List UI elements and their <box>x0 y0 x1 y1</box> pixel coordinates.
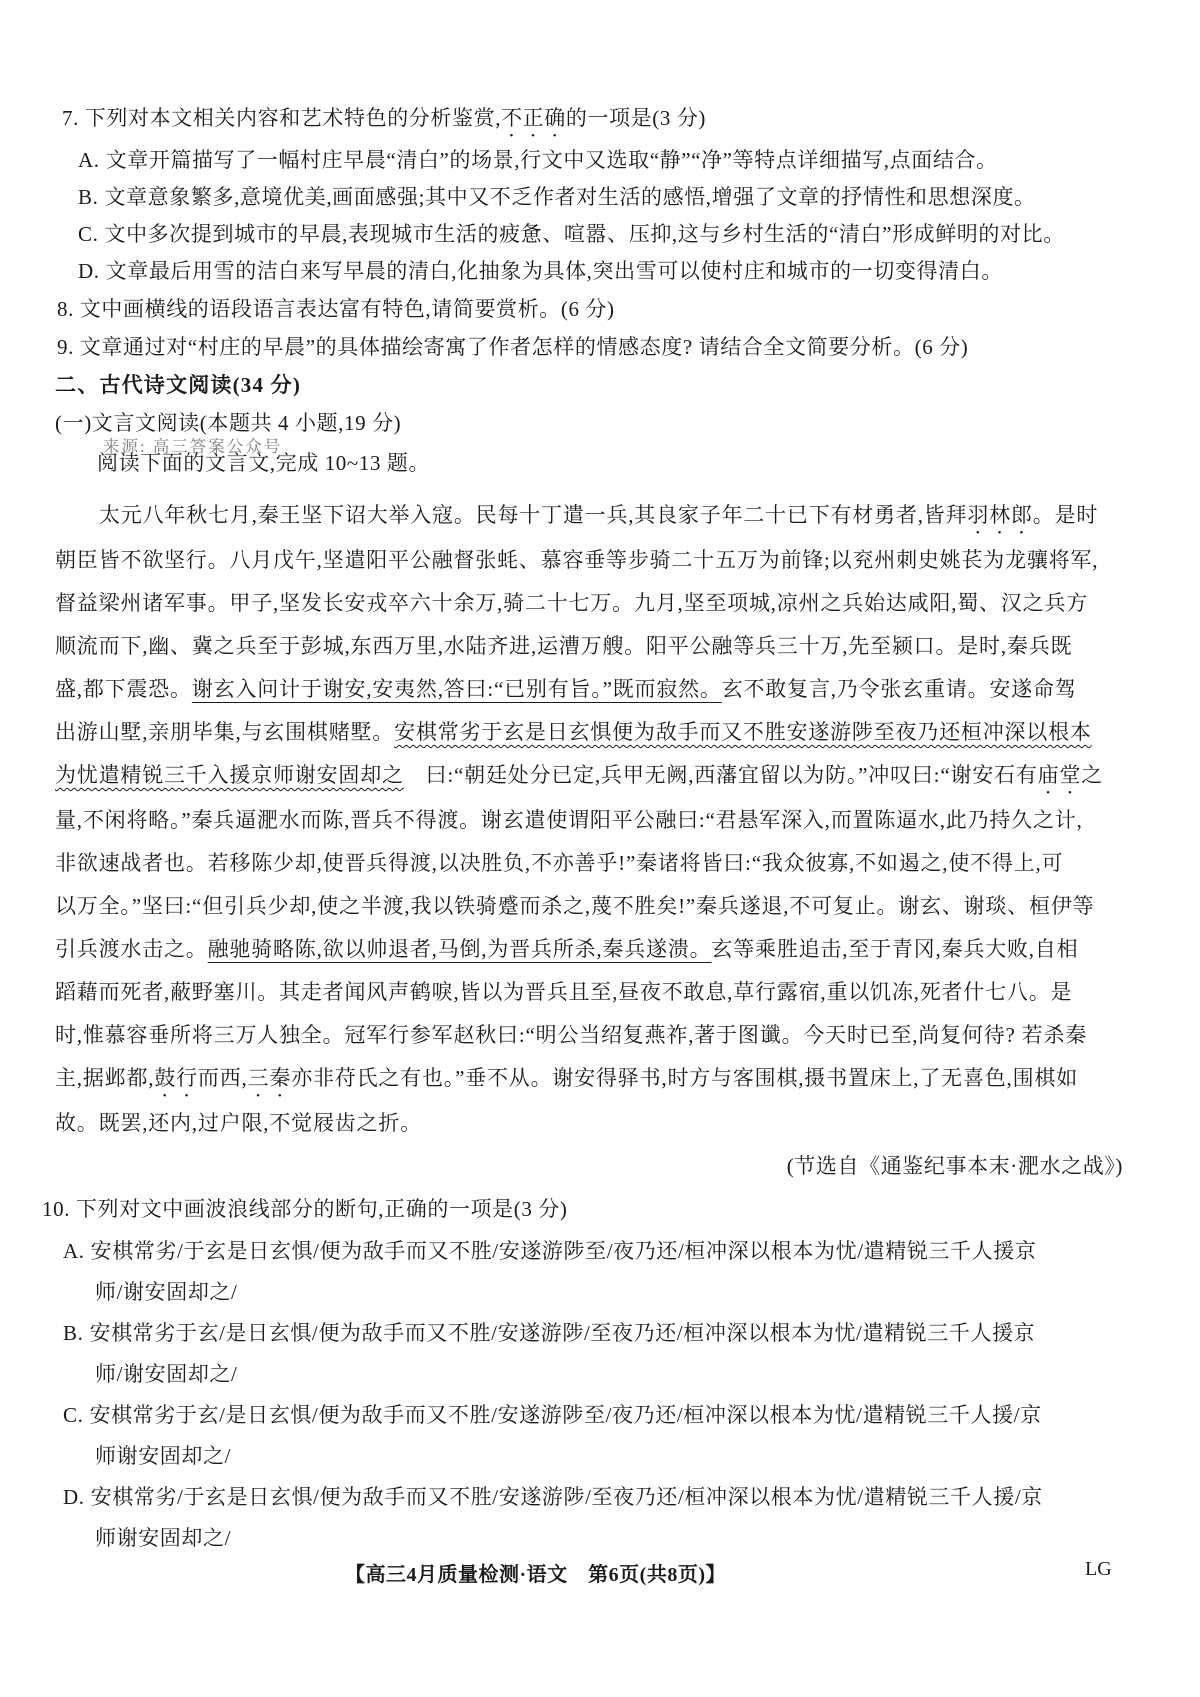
text-segment: 玄等乘胜追击,至于青冈,秦兵大败,自相 <box>711 937 1079 961</box>
option-text: 安棋常劣于玄/是日玄惧/便为敌手而又不胜/安遂游陟/至夜乃还/桓冲深以根本为忧/遣精锐三千人援京 <box>89 1321 1036 1345</box>
option-label: B. <box>63 1321 84 1345</box>
passage-line-3 <box>55 582 1148 625</box>
question-7-stem <box>62 100 1148 142</box>
option-text: 文章开篇描写了一幅村庄早晨“清白”的场景,行文中又选取“静”“净”等特点详细描写,点面结合。 <box>105 148 998 172</box>
text-segment: 督益梁州诸军事。甲子,坚发长安戎卒六十余万,骑二十七万。九月,坚至项城,凉州之兵始达咸阳,蜀、汉之兵方 <box>55 591 1089 615</box>
footer-exam-title-and-page: 【高三4月质量检测·语文 第6页(共8页)】 <box>345 1564 726 1586</box>
text-segment: 而西, <box>197 1066 248 1090</box>
passage-line-14 <box>55 1057 1148 1102</box>
passage-line-1 <box>55 494 1148 539</box>
question-10-stem: 10. 下列对文中画波浪线部分的断句,正确的一项是(3 分) <box>42 1197 568 1221</box>
dot-emphasized-segment: 羽林郎 <box>967 503 1033 527</box>
passage-line-13 <box>55 1014 1148 1057</box>
passage-attribution: (节选自《通鉴纪事本末·淝水之战》) <box>786 1154 1123 1178</box>
text-segment: 之 <box>1081 763 1104 787</box>
passage-line-4 <box>55 625 1148 668</box>
q10-option-C-line1 <box>63 1395 1148 1436</box>
option-label: D. <box>63 1485 85 1509</box>
question-10-options <box>55 1231 1148 1559</box>
section-two-heading: 二、古代诗文阅读(34 分) <box>55 373 302 397</box>
question-8-stem: 8. 文中画横线的语段语言表达富有特色,请简要赏析。(6 分) <box>57 297 615 321</box>
q7-stem-text-pre: 7. 下列对本文相关内容和艺术特色的分析鉴赏, <box>62 106 502 130</box>
wavy-underlined-segment: 为忧遣精锐三千入援京师谢安固却之 <box>55 763 404 787</box>
text-segment: 引兵渡水击之。 <box>55 937 208 961</box>
text-segment: 出游山墅,亲朋毕集,与玄围棋赌墅。 <box>55 720 395 744</box>
passage-line-7 <box>55 754 1148 799</box>
q7-option-C <box>78 216 1148 253</box>
text-segment: 故。既罢,还内,过户限,不觉屐齿之折。 <box>55 1111 422 1135</box>
text-segment: 。是时 <box>1032 503 1099 527</box>
passage-line-2 <box>55 539 1148 582</box>
classical-chinese-passage <box>55 494 1148 1145</box>
text-segment: 朝臣皆不欲坚行。八月戊午,坚遣阳平公融督张蚝、慕容垂等步骑二十五万为前锋;以兖州刺史姚苌为龙骧将军, <box>55 548 1099 572</box>
option-label: C. <box>78 222 99 246</box>
text-segment: 太元八年秋七月,秦王坚下诏大举入寇。民每十丁遣一兵,其良家子年二十已下有材勇者,皆拜 <box>99 503 968 527</box>
question-9-stem: 9. 文章通过对“村庄的早晨”的具体描绘寄寓了作者怎样的情感态度? 请结合全文简要分析。(6 分) <box>57 335 969 359</box>
source-watermark: 来源: 高三答案公众号 <box>103 437 283 456</box>
text-segment: 时,惟慕容垂所将三万人独全。冠军行参军赵秋曰:“明公当绍复燕祚,著于图谶。今天时已至,尚复何待? 若杀秦 <box>55 1023 1088 1047</box>
text-segment: 量,不闲将略。”秦兵逼淝水而陈,晋兵不得渡。谢玄遣使谓阳平公融曰:“君悬军深入,而置陈逼水,此乃持久之计, <box>55 808 1083 832</box>
subsection-one-heading <box>55 404 1148 456</box>
text-segment: 主,据邺都, <box>55 1066 155 1090</box>
wavy-underlined-segment: 安棋常劣于玄是日玄惧便为敌手而又不胜安遂游陟至夜乃还桓冲深以根本 <box>394 720 1092 744</box>
option-label: C. <box>63 1403 84 1427</box>
passage-line-9 <box>55 842 1148 885</box>
passage-line-15 <box>55 1102 1148 1145</box>
q7-option-D <box>78 253 1148 290</box>
dot-emphasized-segment: 鼓行 <box>154 1066 198 1090</box>
option-label: A. <box>63 1239 85 1263</box>
q10-option-B-line1 <box>63 1313 1148 1354</box>
option-text: 安棋常劣/于玄是日玄惧/便为敌手而又不胜/安遂游陟/至夜乃还/桓冲深以根本为忧/遣精锐三千人援/京 <box>90 1485 1043 1509</box>
q7-stem-emphasized-word: 不正确 <box>501 106 566 130</box>
q10-option-A-line1 <box>63 1231 1148 1272</box>
passage-line-5 <box>55 668 1148 711</box>
option-label: B. <box>78 185 99 209</box>
q10-option-D-line2: 师谢安固却之/ <box>95 1526 232 1550</box>
text-segment: 曰:“朝廷处分已定,兵甲无阙,西藩宜留以为防。”冲叹曰:“谢安石有 <box>403 763 1038 787</box>
text-segment: 以万全。”坚曰:“但引兵少却,使之半渡,我以铁骑蹙而杀之,蔑不胜矣!”秦兵遂退,不可复止。谢玄、谢琰、桓伊等 <box>55 894 1095 918</box>
q10-option-C-line2: 师谢安固却之/ <box>95 1444 232 1468</box>
subsection-one-title: (一)文言文阅读(本题共 4 小题,19 分) <box>55 411 402 435</box>
q7-option-B <box>78 179 1148 216</box>
text-segment: 玄不敢复言,乃令张玄重请。安遂命驾 <box>721 677 1077 701</box>
option-text: 文章最后用雪的洁白来写早晨的清白,化抽象为具体,突出雪可以使村庄和城市的一切变得清白。 <box>105 259 1003 283</box>
passage-line-11 <box>55 928 1148 971</box>
dot-emphasized-segment: 三秦 <box>247 1066 292 1090</box>
exam-page-content <box>42 100 1148 1559</box>
passage-instruction: 阅读下面的文言文,完成 10~13 题。 <box>97 451 431 475</box>
page-footer <box>0 1558 1200 1588</box>
option-label: D. <box>78 259 100 283</box>
option-text: 安棋常劣于玄/是日玄惧/便为敌手而又不胜/安遂游陟至/夜乃还/桓冲深以根本为忧/遣精锐三千人援/京 <box>89 1403 1042 1427</box>
underlined-segment: 谢玄入问计于谢安,安夷然,答曰:“已别有旨。”既而寂然。 <box>191 677 722 701</box>
passage-line-10 <box>55 885 1148 928</box>
q10-option-D-line1 <box>63 1477 1148 1518</box>
text-segment: 非欲速战者也。若移陈少却,使晋兵得渡,以决胜负,不亦善乎!”秦诸将皆曰:“我众彼寡,不如遏之,使不得上,可 <box>55 851 1064 875</box>
passage-line-8 <box>55 799 1148 842</box>
underlined-segment: 融驰骑略陈,欲以帅退者,马倒,为晋兵所杀,秦兵遂溃。 <box>207 937 712 961</box>
option-text: 安棋常劣/于玄是日玄惧/便为敌手而又不胜/安遂游陟至/夜乃还/桓冲深以根本为忧/遣精锐三千人援京 <box>90 1239 1037 1263</box>
footer-code: LG <box>1085 1558 1112 1580</box>
q7-stem-text-post: 的一项是(3 分) <box>565 106 707 130</box>
option-text: 文中多次提到城市的早晨,表现城市生活的疲惫、喧嚣、压抑,这与乡村生活的“清白”形成鲜明的对比。 <box>104 222 1065 246</box>
text-segment: 盛,都下震恐。 <box>55 677 192 701</box>
dot-emphasized-segment: 庙堂 <box>1037 763 1082 787</box>
passage-line-6 <box>55 711 1148 754</box>
q7-option-A <box>78 142 1148 179</box>
text-segment: 蹈藉而死者,蔽野塞川。其走者闻风声鹤唳,皆以为晋兵且至,昼夜不敢息,草行露宿,重以饥冻,死者什七八。是 <box>55 980 1073 1004</box>
q10-option-A-line2: 师/谢安固却之/ <box>95 1280 238 1304</box>
text-segment: 顺流而下,幽、冀之兵至于彭城,东西万里,水陆齐进,运漕万艘。阳平公融等兵三十万,先至颍口。是时,秦兵既 <box>55 634 1073 658</box>
option-text: 文章意象繁多,意境优美,画面感强;其中又不乏作者对生活的感悟,增强了文章的抒情性和思想深度。 <box>104 185 1036 209</box>
passage-line-12 <box>55 971 1148 1014</box>
question-7-options <box>55 142 1148 290</box>
q10-option-B-line2: 师/谢安固却之/ <box>95 1362 238 1386</box>
option-label: A. <box>78 148 100 172</box>
text-segment: 亦非苻氏之有也。”垂不从。谢安得驿书,时方与客围棋,摄书置床上,了无喜色,围棋如 <box>291 1066 1079 1090</box>
